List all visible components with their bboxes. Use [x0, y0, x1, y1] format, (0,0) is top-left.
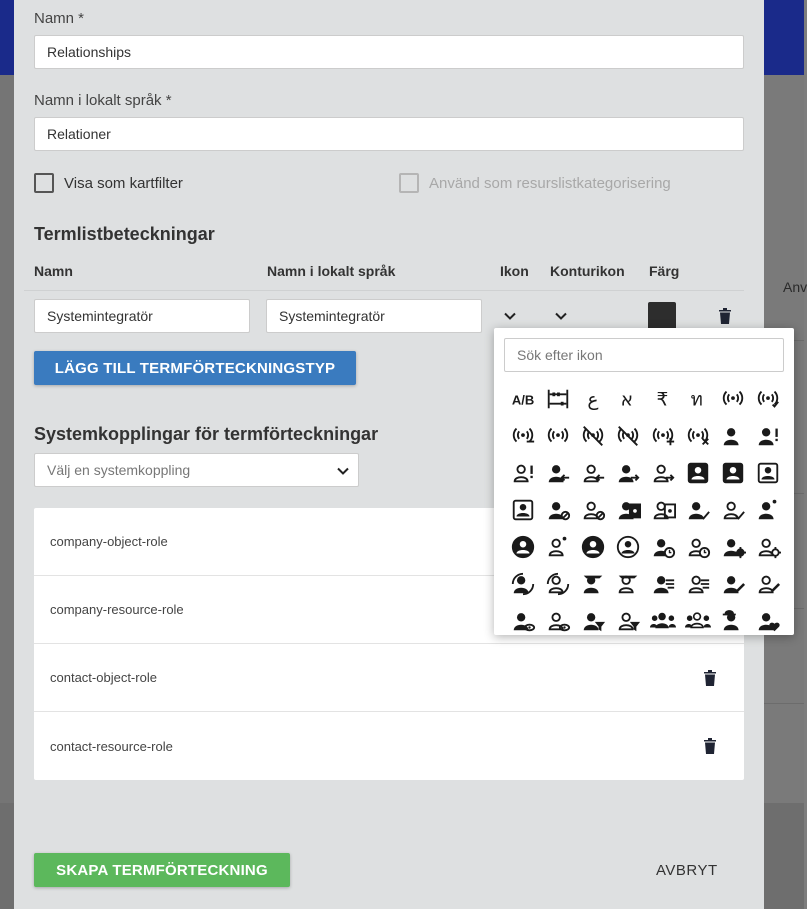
account-box-outline-icon[interactable]	[505, 491, 540, 528]
account-box-multiple-icon[interactable]	[715, 454, 750, 491]
account-circle-icon[interactable]	[575, 528, 610, 565]
account-cog-icon[interactable]	[715, 528, 750, 565]
account-eye-outline-icon	[545, 608, 571, 634]
account-arrow-left-icon	[545, 460, 571, 486]
name-label: Namn *	[34, 10, 85, 27]
access-point-off-icon	[615, 423, 641, 449]
account-cowboy-hat-outline-icon[interactable]	[610, 565, 645, 602]
list-item-label: company-resource-role	[50, 602, 184, 617]
access-point-check-icon	[755, 386, 781, 412]
access-point-icon[interactable]	[715, 380, 750, 417]
account-child-icon	[755, 497, 781, 523]
list-item-label: contact-object-role	[50, 670, 157, 685]
delete-link-trash-icon[interactable]	[703, 737, 717, 755]
abjad-arabic-icon	[580, 386, 606, 412]
account-cowboy-hat-outline-icon	[615, 571, 641, 597]
local-name-label: Namn i lokalt språk *	[34, 92, 172, 109]
account-heart-icon	[755, 608, 781, 634]
account-cowboy-hat-icon[interactable]	[575, 565, 610, 602]
account-box-multiple-outline-icon	[755, 460, 781, 486]
delete-link-trash-icon[interactable]	[703, 669, 717, 687]
account-filter-outline-icon[interactable]	[610, 602, 645, 639]
svg-text:A/B: A/B	[511, 392, 534, 408]
account-check-outline-icon[interactable]	[715, 491, 750, 528]
account-eye-icon	[510, 608, 536, 634]
account-box-icon[interactable]	[680, 454, 715, 491]
column-header-name: Namn	[34, 263, 73, 279]
account-child-circle-icon	[510, 534, 536, 560]
account-arrow-left-outline-icon	[580, 460, 606, 486]
account-convert-outline-icon	[545, 571, 571, 597]
account-details-icon[interactable]	[645, 565, 680, 602]
account-cog-outline-icon[interactable]	[750, 528, 785, 565]
column-header-icon: Ikon	[500, 263, 529, 279]
account-group-outline-icon[interactable]	[680, 602, 715, 639]
svg-text:₹: ₹	[656, 389, 668, 410]
access-point-remove-icon[interactable]	[680, 417, 715, 454]
account-box-outline-icon	[510, 497, 536, 523]
abugida-thai-icon[interactable]	[680, 380, 715, 417]
abacus-icon	[545, 386, 571, 412]
account-details-outline-icon[interactable]	[680, 565, 715, 602]
access-point-network-off-icon[interactable]	[575, 417, 610, 454]
create-termlist-button[interactable]: SKAPA TERMFÖRTECKNING	[34, 853, 290, 887]
background-column-header: Anv	[783, 279, 807, 295]
account-filter-outline-icon	[615, 608, 641, 634]
account-details-outline-icon	[685, 571, 711, 597]
svg-text:ท: ท	[690, 389, 703, 410]
abjad-arabic-icon[interactable]	[575, 380, 610, 417]
account-clock-icon[interactable]	[645, 528, 680, 565]
system-link-select-placeholder: Välj en systemkoppling	[47, 462, 191, 478]
system-link-select[interactable]	[34, 453, 359, 487]
column-header-local-name: Namn i lokalt språk	[267, 263, 396, 279]
access-point-off-icon[interactable]	[610, 417, 645, 454]
access-point-icon	[720, 386, 746, 412]
column-header-color: Färg	[649, 263, 680, 279]
term-name-input[interactable]: Systemintegratör	[34, 299, 250, 333]
abugida-devanagari-icon	[650, 386, 676, 412]
list-item-label: contact-resource-role	[50, 738, 173, 754]
access-point-check-icon[interactable]	[750, 380, 785, 417]
account-child-circle-icon[interactable]	[505, 528, 540, 565]
account-alert-outline-icon	[510, 460, 536, 486]
access-point-network-icon[interactable]	[540, 417, 575, 454]
account-edit-outline-icon	[755, 571, 781, 597]
page-divider	[764, 703, 804, 704]
abacus-icon[interactable]	[540, 380, 575, 417]
abugida-thai-icon	[685, 386, 711, 412]
abugida-devanagari-icon[interactable]	[645, 380, 680, 417]
icon-search-placeholder: Sök efter ikon	[517, 347, 603, 363]
account-heart-icon[interactable]	[750, 602, 785, 639]
account-circle-icon	[580, 534, 606, 560]
access-point-minus-icon	[510, 423, 536, 449]
account-eye-outline-icon[interactable]	[540, 602, 575, 639]
account-filter-icon	[580, 608, 606, 634]
icon-grid	[505, 380, 785, 639]
name-input[interactable]: Relationships	[34, 35, 744, 69]
account-alert-outline-icon[interactable]	[505, 454, 540, 491]
account-cash-icon	[615, 497, 641, 523]
access-point-remove-icon	[685, 423, 711, 449]
account-cog-icon	[720, 534, 746, 560]
account-cash-icon[interactable]	[610, 491, 645, 528]
list-item-label: company-object-role	[50, 534, 168, 549]
account-check-icon	[685, 497, 711, 523]
account-convert-outline-icon[interactable]	[540, 565, 575, 602]
account-alert-icon	[755, 423, 781, 449]
icon-search-input[interactable]	[504, 338, 784, 372]
icon-dropdown-chevron-icon[interactable]	[503, 309, 517, 323]
account-cancel-icon[interactable]	[540, 491, 575, 528]
account-child-icon[interactable]	[750, 491, 785, 528]
list-item	[34, 712, 744, 780]
list-item	[34, 644, 744, 712]
account-edit-icon	[720, 571, 746, 597]
account-group-outline-icon	[685, 608, 711, 634]
show-as-map-filter-label: Visa som kartfilter	[64, 175, 183, 192]
account-convert-icon	[510, 571, 536, 597]
account-hard-hat-icon	[720, 608, 746, 634]
account-cash-outline-icon[interactable]	[645, 491, 680, 528]
access-point-minus-icon[interactable]	[505, 417, 540, 454]
access-point-network-icon	[545, 423, 571, 449]
svg-text:ع: ع	[586, 389, 599, 410]
delete-term-trash-icon[interactable]	[718, 307, 732, 325]
account-cash-outline-icon	[650, 497, 676, 523]
column-header-outline-icon: Konturikon	[550, 263, 625, 279]
header-divider	[24, 290, 744, 291]
account-circle-outline-icon	[615, 534, 641, 560]
abjad-hebrew-icon	[615, 386, 641, 412]
account-convert-icon[interactable]	[505, 565, 540, 602]
add-term-type-button[interactable]: LÄGG TILL TERMFÖRTECKNINGSTYP	[34, 351, 356, 385]
account-edit-outline-icon[interactable]	[750, 565, 785, 602]
account-box-multiple-icon	[720, 460, 746, 486]
account-arrow-left-icon[interactable]	[540, 454, 575, 491]
use-as-resource-category-checkbox[interactable]	[399, 173, 419, 193]
account-box-icon	[685, 460, 711, 486]
ab-testing-icon[interactable]	[505, 380, 540, 417]
abjad-hebrew-icon[interactable]	[610, 380, 645, 417]
account-group-icon	[650, 608, 676, 634]
account-arrow-right-icon	[615, 460, 641, 486]
use-as-resource-category-label: Använd som resurslistkategorisering	[429, 175, 671, 192]
account-cancel-outline-icon	[580, 497, 606, 523]
account-eye-icon[interactable]	[505, 602, 540, 639]
account-child-outline-icon	[545, 534, 571, 560]
account-child-outline-icon[interactable]	[540, 528, 575, 565]
account-arrow-right-outline-icon	[650, 460, 676, 486]
account-clock-outline-icon	[685, 534, 711, 560]
show-as-map-filter-checkbox[interactable]	[34, 173, 54, 193]
account-icon	[720, 423, 746, 449]
account-details-icon	[650, 571, 676, 597]
account-filter-icon[interactable]	[575, 602, 610, 639]
account-box-multiple-outline-icon[interactable]	[750, 454, 785, 491]
account-cancel-icon	[545, 497, 571, 523]
account-cancel-outline-icon[interactable]	[575, 491, 610, 528]
svg-text:א: א	[620, 389, 633, 410]
account-arrow-left-outline-icon[interactable]	[575, 454, 610, 491]
account-icon[interactable]	[715, 417, 750, 454]
account-alert-icon[interactable]	[750, 417, 785, 454]
term-local-name-input[interactable]: Systemintegratör	[266, 299, 482, 333]
account-arrow-right-outline-icon[interactable]	[645, 454, 680, 491]
account-check-icon[interactable]	[680, 491, 715, 528]
ab-testing-icon	[510, 386, 536, 412]
account-clock-icon	[650, 534, 676, 560]
cancel-button[interactable]: AVBRYT	[656, 862, 718, 879]
access-point-network-off-icon	[580, 423, 606, 449]
termlist-section-title: Termlistbeteckningar	[34, 224, 215, 244]
access-point-plus-icon	[650, 423, 676, 449]
account-arrow-right-icon[interactable]	[610, 454, 645, 491]
icon-picker-popup	[494, 328, 794, 635]
access-point-plus-icon[interactable]	[645, 417, 680, 454]
account-cog-outline-icon	[755, 534, 781, 560]
account-edit-icon[interactable]	[715, 565, 750, 602]
account-cowboy-hat-icon	[580, 571, 606, 597]
local-name-input[interactable]: Relationer	[34, 117, 744, 151]
system-links-section-title: Systemkopplingar för termförteckningar	[34, 424, 379, 444]
account-hard-hat-icon[interactable]	[715, 602, 750, 639]
account-group-icon[interactable]	[645, 602, 680, 639]
outline-icon-dropdown-chevron-icon[interactable]	[554, 309, 568, 323]
account-circle-outline-icon[interactable]	[610, 528, 645, 565]
chevron-down-icon	[336, 464, 350, 478]
account-check-outline-icon	[720, 497, 746, 523]
color-swatch[interactable]	[648, 302, 676, 330]
account-clock-outline-icon[interactable]	[680, 528, 715, 565]
